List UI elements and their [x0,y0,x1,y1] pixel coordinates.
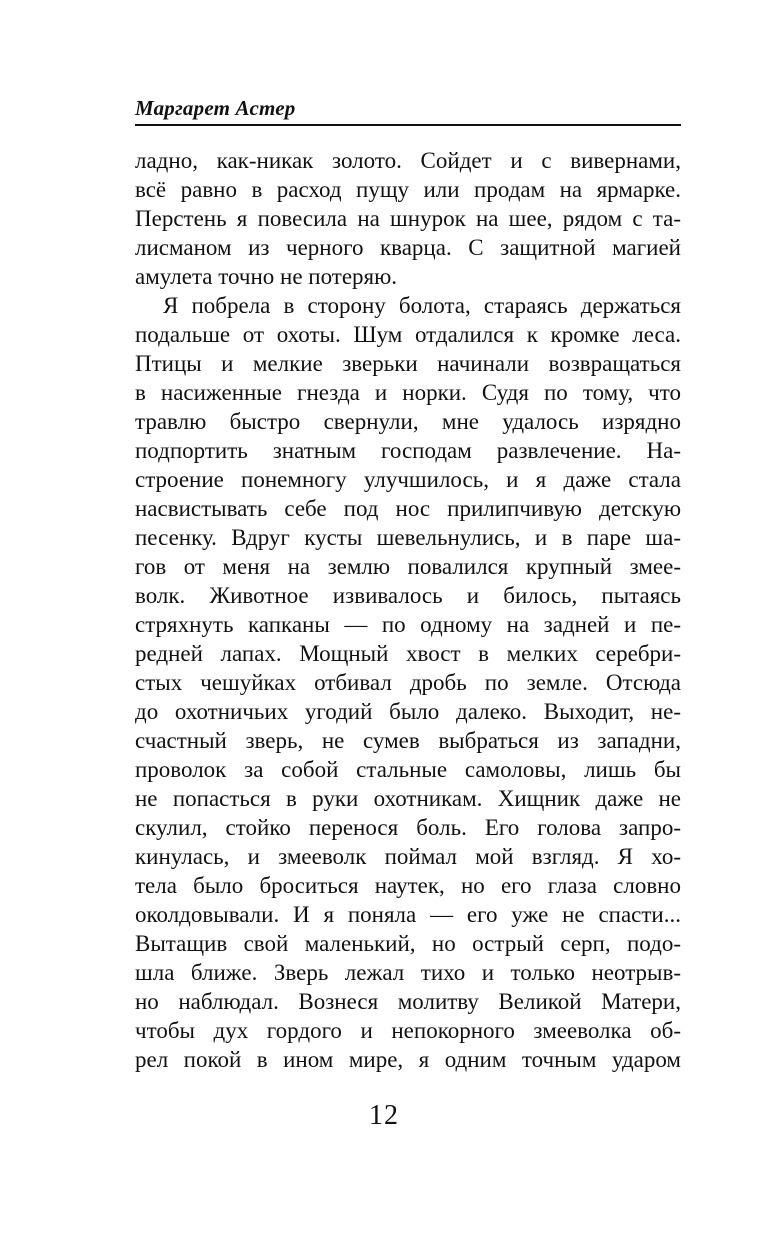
text-line: рел покой в ином мире, я одним точным ударом [135,1047,681,1072]
text-line: волк. Животное извивалось и билось, пытаясь [135,583,681,608]
text-line: амулета точно не потеряю. [135,264,398,289]
text-line: Я побрела в сторону болота, стараясь держаться [163,293,681,318]
text-line: не попасться в руки охотникам. Хищник даже не [135,786,681,811]
text-line: в насиженные гнезда и норки. Судя по тому, что [135,380,681,405]
text-line: подпортить знатным господам развлечение. На- [135,438,681,463]
text-line: песенку. Вдруг кусты шевельнулись, и в паре ша- [135,525,681,550]
text-line: редней лапах. Мощный хвост в мелких серебри- [135,641,681,666]
text-line: тела было броситься наутек, но его глаза словно [135,873,681,898]
text-line: проволок за собой стальные самоловы, лишь бы [135,757,681,782]
page-number: 12 [369,1100,399,1131]
text-line: ладно, как-никак золото. Сойдет и с вивернами, [135,148,681,173]
text-line: всё равно в расход пущу или продам на ярмарке. [135,177,681,202]
text-line: стряхнуть капканы — по одному на задней и пе- [135,612,681,637]
text-line: околдовывали. И я поняла — его уже не спасти... [135,902,681,927]
text-line: до охотничьих угодий было далеко. Выходит, не- [135,699,681,724]
text-line: Вытащив свой маленький, но острый серп, подо- [135,931,681,956]
text-line: шла ближе. Зверь лежал тихо и только неотрыв- [135,960,681,985]
text-line: насвистывать себе под нос прилипчивую детскую [135,496,681,521]
text-line: травлю быстро свернули, мне удалось изрядно [135,409,681,434]
text-line: подальше от охоты. Шум отдалился к кромке леса. [135,322,681,347]
text-line: но наблюдал. Вознеся молитву Великой Матери, [135,989,681,1014]
text-line: скулил, стойко перенося боль. Его голова запро- [135,815,681,840]
running-header [135,94,681,126]
text-line: Перстень я повесила на шнурок на шее, рядом с та- [135,206,681,231]
text-line: стых чешуйках отбивал дробь по земле. Отсюда [135,670,681,695]
header-author: Маргарет Астер [135,96,296,120]
text-line: гов от меня на землю повалился крупный змее- [135,554,681,579]
text-line: строение понемногу улучшилось, и я даже стала [135,467,681,492]
text-line: лисманом из черного кварца. С защитной магией [135,235,681,260]
text-line: счастный зверь, не сумев выбраться из западни, [135,728,681,753]
text-line: чтобы дух гордого и непокорного змееволка об- [135,1018,681,1043]
page-text [135,146,681,1074]
text-line: Птицы и мелкие зверьки начинали возвращаться [135,351,681,376]
text-line: кинулась, и змееволк поймал мой взгляд. Я хо- [135,844,681,869]
